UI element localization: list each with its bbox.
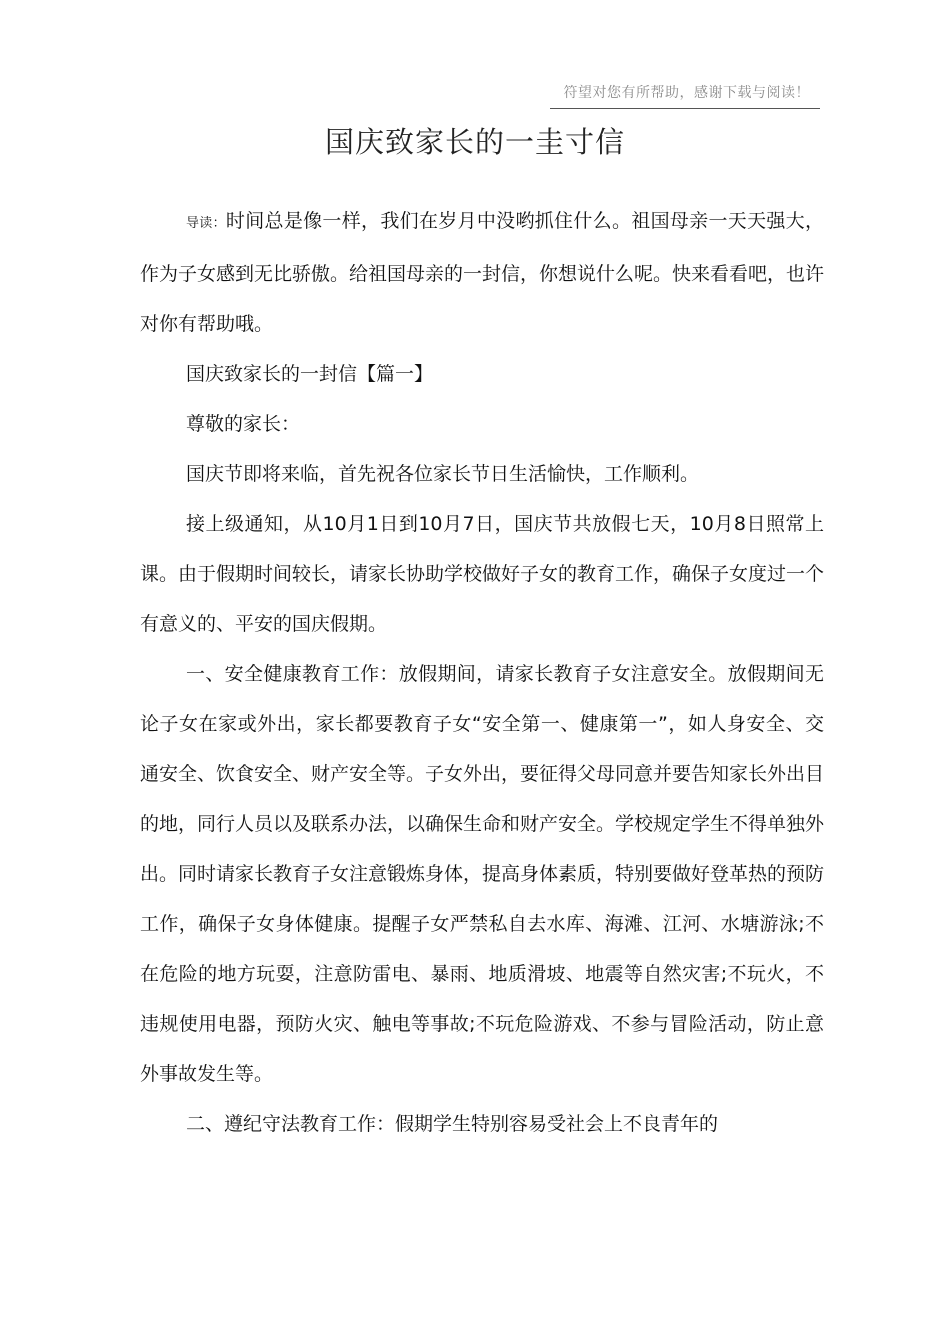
intro-label: 导读： [186,216,226,231]
body-paragraph: 二、遵纪守法教育工作：假期学生特别容易受社会上不良青年的 [186,1113,719,1135]
document-body [140,196,824,1149]
salutation: 尊敬的家长： [186,413,301,435]
header-divider [550,108,820,109]
intro-text: 时间总是像一样，我们在岁月中没哟抓住什么。祖国母亲一天天强大，作为子女感到无比骄傲。给祖国母亲的一封信，你想说什么呢。快来看看吧，也许对你有帮助哦。 [140,210,825,335]
section-heading: 国庆致家长的一封信【篇一】 [186,363,434,385]
body-paragraph: 国庆节即将来临，首先祝各位家长节日生活愉快，工作顺利。 [186,463,700,485]
header-note: 符望对您有所帮助，感谢下载与阅读！ [563,85,810,101]
intro-paragraph [140,196,824,349]
body-paragraph: 一、安全健康教育工作：放假期间，请家长教育子女注意安全。放假期间无论子女在家或外出，家长都要教育子女“安全第一、健康第一”，如人身安全、交通安全、饮食安全、财产安全等。子女外出，要征得父母同意并要告知家长外出目的地，同行人员以及联系办法，以确保生命和财产安全。学校规定学生不得单独外出。同时请家长教育子女注意锻炼身体，提高身体素质，特别要做好登革热的预防工作，确保子女身体健康。提醒子女严禁私自去水库、海滩、江河、水塘游泳;不在危险的地方玩耍，注意防雷电、暴雨、地质滑坡、地震等自然灾害;不玩火，不违规使用电器，预防火灾、触电等事故;不玩危险游戏、不参与冒险活动，防止意外事故发生等。 [140,663,825,1085]
document-title: 国庆致家长的一圭寸信 [324,125,625,159]
body-paragraph: 接上级通知，从10月1日到10月7日，国庆节共放假七天，10月8日照常上课。由于假期时间较长，请家长协助学校做好子女的教育工作，确保子女度过一个有意义的、平安的国庆假期。 [140,513,825,635]
